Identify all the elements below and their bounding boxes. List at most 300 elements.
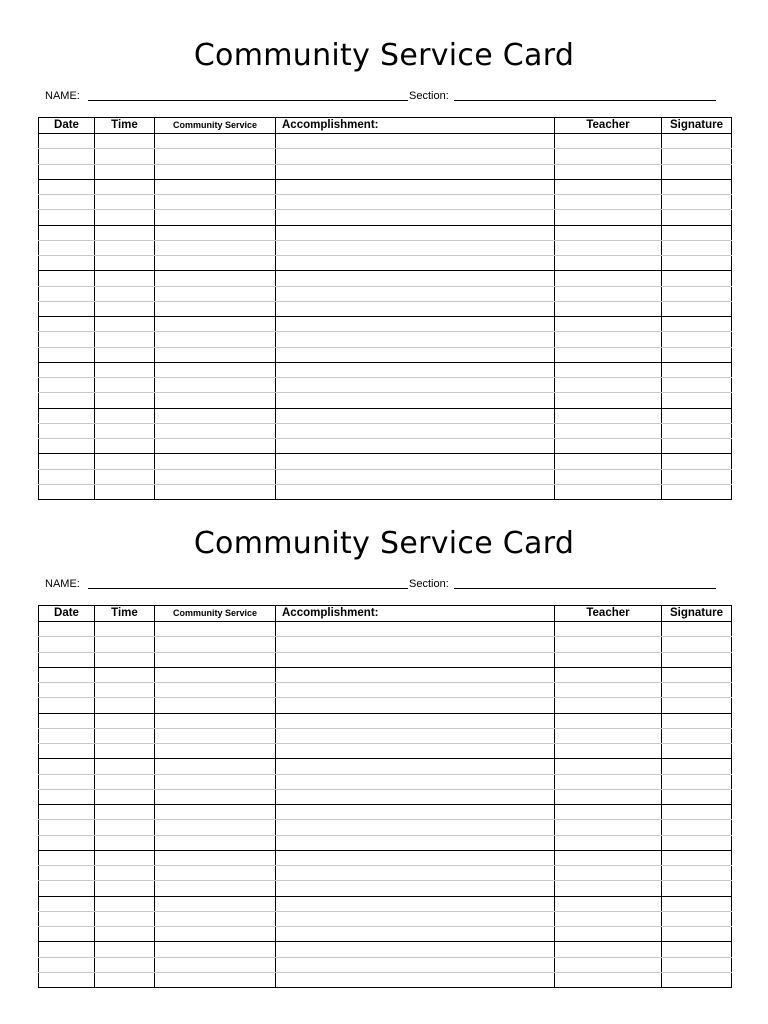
time-cell[interactable] — [95, 454, 155, 469]
community-service-cell[interactable] — [155, 484, 276, 499]
time-cell[interactable] — [95, 881, 155, 896]
accomplishment-cell[interactable] — [276, 393, 555, 408]
signature-cell[interactable] — [662, 789, 732, 804]
time-cell[interactable] — [95, 850, 155, 865]
teacher-cell[interactable] — [555, 713, 662, 728]
table-row — [39, 362, 732, 377]
signature-cell[interactable] — [662, 866, 732, 881]
date-cell[interactable] — [39, 667, 95, 682]
time-cell[interactable] — [95, 652, 155, 667]
date-cell[interactable] — [39, 164, 95, 179]
teacher-cell[interactable] — [555, 698, 662, 713]
community-service-cell[interactable] — [155, 332, 276, 347]
time-cell[interactable] — [95, 698, 155, 713]
teacher-cell[interactable] — [555, 622, 662, 637]
community-service-cell[interactable] — [155, 637, 276, 652]
teacher-cell[interactable] — [555, 210, 662, 225]
time-cell[interactable] — [95, 820, 155, 835]
teacher-cell[interactable] — [555, 423, 662, 438]
accomplishment-cell[interactable] — [276, 652, 555, 667]
community-service-cell[interactable] — [155, 362, 276, 377]
teacher-cell[interactable] — [555, 896, 662, 911]
teacher-cell[interactable] — [555, 866, 662, 881]
date-cell[interactable] — [39, 195, 95, 210]
teacher-cell[interactable] — [555, 484, 662, 499]
signature-cell[interactable] — [662, 622, 732, 637]
community-service-cell[interactable] — [155, 347, 276, 362]
date-cell[interactable] — [39, 698, 95, 713]
accomplishment-cell[interactable] — [276, 896, 555, 911]
date-cell[interactable] — [39, 423, 95, 438]
time-cell[interactable] — [95, 271, 155, 286]
accomplishment-cell[interactable] — [276, 484, 555, 499]
accomplishment-cell[interactable] — [276, 850, 555, 865]
signature-cell[interactable] — [662, 927, 732, 942]
signature-cell[interactable] — [662, 149, 732, 164]
time-cell[interactable] — [95, 911, 155, 926]
signature-cell[interactable] — [662, 439, 732, 454]
teacher-cell[interactable] — [555, 774, 662, 789]
accomplishment-cell[interactable] — [276, 759, 555, 774]
time-cell[interactable] — [95, 942, 155, 957]
community-service-cell[interactable] — [155, 698, 276, 713]
community-service-cell[interactable] — [155, 225, 276, 240]
date-cell[interactable] — [39, 835, 95, 850]
teacher-cell[interactable] — [555, 347, 662, 362]
accomplishment-cell[interactable] — [276, 622, 555, 637]
signature-cell[interactable] — [662, 378, 732, 393]
community-service-cell[interactable] — [155, 744, 276, 759]
time-cell[interactable] — [95, 744, 155, 759]
community-service-cell[interactable] — [155, 378, 276, 393]
community-service-cell[interactable] — [155, 408, 276, 423]
signature-cell[interactable] — [662, 972, 732, 987]
teacher-cell[interactable] — [555, 454, 662, 469]
time-cell[interactable] — [95, 164, 155, 179]
community-service-cell[interactable] — [155, 423, 276, 438]
column-header-date: Date — [39, 118, 95, 134]
teacher-cell[interactable] — [555, 378, 662, 393]
time-cell[interactable] — [95, 866, 155, 881]
accomplishment-cell[interactable] — [276, 210, 555, 225]
teacher-cell[interactable] — [555, 881, 662, 896]
accomplishment-cell[interactable] — [276, 225, 555, 240]
community-service-cell[interactable] — [155, 179, 276, 194]
table-row — [39, 972, 732, 987]
signature-cell[interactable] — [662, 408, 732, 423]
community-service-cell[interactable] — [155, 927, 276, 942]
signature-cell[interactable] — [662, 347, 732, 362]
signature-cell[interactable] — [662, 957, 732, 972]
date-cell[interactable] — [39, 225, 95, 240]
signature-cell[interactable] — [662, 820, 732, 835]
teacher-cell[interactable] — [555, 408, 662, 423]
teacher-cell[interactable] — [555, 362, 662, 377]
accomplishment-cell[interactable] — [276, 347, 555, 362]
accomplishment-cell[interactable] — [276, 256, 555, 271]
time-cell[interactable] — [95, 484, 155, 499]
date-cell[interactable] — [39, 713, 95, 728]
time-cell[interactable] — [95, 439, 155, 454]
signature-cell[interactable] — [662, 240, 732, 255]
signature-cell[interactable] — [662, 225, 732, 240]
signature-cell[interactable] — [662, 164, 732, 179]
time-cell[interactable] — [95, 286, 155, 301]
community-service-cell[interactable] — [155, 957, 276, 972]
signature-cell[interactable] — [662, 698, 732, 713]
teacher-cell[interactable] — [555, 134, 662, 149]
time-cell[interactable] — [95, 759, 155, 774]
time-cell[interactable] — [95, 728, 155, 743]
time-cell[interactable] — [95, 774, 155, 789]
teacher-cell[interactable] — [555, 469, 662, 484]
time-cell[interactable] — [95, 378, 155, 393]
time-cell[interactable] — [95, 637, 155, 652]
accomplishment-cell[interactable] — [276, 637, 555, 652]
accomplishment-cell[interactable] — [276, 866, 555, 881]
signature-cell[interactable] — [662, 850, 732, 865]
teacher-cell[interactable] — [555, 759, 662, 774]
signature-cell[interactable] — [662, 134, 732, 149]
community-service-cell[interactable] — [155, 134, 276, 149]
community-service-cell[interactable] — [155, 271, 276, 286]
teacher-cell[interactable] — [555, 179, 662, 194]
community-service-cell[interactable] — [155, 713, 276, 728]
community-service-cell[interactable] — [155, 301, 276, 316]
date-cell[interactable] — [39, 301, 95, 316]
signature-cell[interactable] — [662, 805, 732, 820]
time-cell[interactable] — [95, 423, 155, 438]
date-cell[interactable] — [39, 728, 95, 743]
signature-cell[interactable] — [662, 835, 732, 850]
accomplishment-cell[interactable] — [276, 439, 555, 454]
teacher-cell[interactable] — [555, 286, 662, 301]
section-blank-line[interactable] — [454, 100, 716, 101]
community-service-cell[interactable] — [155, 210, 276, 225]
date-cell[interactable] — [39, 393, 95, 408]
teacher-cell[interactable] — [555, 317, 662, 332]
accomplishment-cell[interactable] — [276, 332, 555, 347]
signature-cell[interactable] — [662, 393, 732, 408]
accomplishment-cell[interactable] — [276, 240, 555, 255]
accomplishment-cell[interactable] — [276, 423, 555, 438]
name-blank-line[interactable] — [88, 588, 408, 589]
accomplishment-cell[interactable] — [276, 683, 555, 698]
signature-cell[interactable] — [662, 423, 732, 438]
community-service-cell[interactable] — [155, 454, 276, 469]
time-cell[interactable] — [95, 789, 155, 804]
teacher-cell[interactable] — [555, 195, 662, 210]
community-service-cell[interactable] — [155, 972, 276, 987]
date-cell[interactable] — [39, 149, 95, 164]
accomplishment-cell[interactable] — [276, 378, 555, 393]
signature-cell[interactable] — [662, 332, 732, 347]
community-service-cell[interactable] — [155, 896, 276, 911]
community-service-cell[interactable] — [155, 759, 276, 774]
accomplishment-cell[interactable] — [276, 469, 555, 484]
accomplishment-cell[interactable] — [276, 927, 555, 942]
table-row — [39, 911, 732, 926]
date-cell[interactable] — [39, 881, 95, 896]
accomplishment-cell[interactable] — [276, 881, 555, 896]
name-blank-line[interactable] — [88, 100, 408, 101]
time-cell[interactable] — [95, 408, 155, 423]
date-cell[interactable] — [39, 927, 95, 942]
time-cell[interactable] — [95, 317, 155, 332]
signature-cell[interactable] — [662, 759, 732, 774]
community-service-cell[interactable] — [155, 911, 276, 926]
signature-cell[interactable] — [662, 713, 732, 728]
teacher-cell[interactable] — [555, 256, 662, 271]
community-service-cell[interactable] — [155, 622, 276, 637]
teacher-cell[interactable] — [555, 332, 662, 347]
date-cell[interactable] — [39, 210, 95, 225]
date-cell[interactable] — [39, 484, 95, 499]
teacher-cell[interactable] — [555, 850, 662, 865]
accomplishment-cell[interactable] — [276, 713, 555, 728]
accomplishment-cell[interactable] — [276, 972, 555, 987]
signature-cell[interactable] — [662, 774, 732, 789]
community-service-cell[interactable] — [155, 286, 276, 301]
teacher-cell[interactable] — [555, 683, 662, 698]
accomplishment-cell[interactable] — [276, 286, 555, 301]
date-cell[interactable] — [39, 759, 95, 774]
community-service-cell[interactable] — [155, 728, 276, 743]
community-service-cell[interactable] — [155, 881, 276, 896]
signature-cell[interactable] — [662, 256, 732, 271]
accomplishment-cell[interactable] — [276, 362, 555, 377]
accomplishment-cell[interactable] — [276, 195, 555, 210]
table-row — [39, 683, 732, 698]
signature-cell[interactable] — [662, 911, 732, 926]
date-cell[interactable] — [39, 866, 95, 881]
teacher-cell[interactable] — [555, 225, 662, 240]
time-cell[interactable] — [95, 622, 155, 637]
time-cell[interactable] — [95, 362, 155, 377]
date-cell[interactable] — [39, 942, 95, 957]
community-service-cell[interactable] — [155, 469, 276, 484]
date-cell[interactable] — [39, 805, 95, 820]
time-cell[interactable] — [95, 393, 155, 408]
date-cell[interactable] — [39, 240, 95, 255]
date-cell[interactable] — [39, 820, 95, 835]
time-cell[interactable] — [95, 972, 155, 987]
teacher-cell[interactable] — [555, 637, 662, 652]
teacher-cell[interactable] — [555, 149, 662, 164]
teacher-cell[interactable] — [555, 667, 662, 682]
table-row — [39, 332, 732, 347]
time-cell[interactable] — [95, 256, 155, 271]
date-cell[interactable] — [39, 774, 95, 789]
community-service-cell[interactable] — [155, 774, 276, 789]
accomplishment-cell[interactable] — [276, 744, 555, 759]
time-cell[interactable] — [95, 927, 155, 942]
date-cell[interactable] — [39, 317, 95, 332]
time-cell[interactable] — [95, 332, 155, 347]
accomplishment-cell[interactable] — [276, 805, 555, 820]
community-service-cell[interactable] — [155, 667, 276, 682]
signature-cell[interactable] — [662, 484, 732, 499]
accomplishment-cell[interactable] — [276, 271, 555, 286]
time-cell[interactable] — [95, 957, 155, 972]
community-service-cell[interactable] — [155, 683, 276, 698]
date-cell[interactable] — [39, 911, 95, 926]
date-cell[interactable] — [39, 957, 95, 972]
date-cell[interactable] — [39, 439, 95, 454]
date-cell[interactable] — [39, 362, 95, 377]
date-cell[interactable] — [39, 332, 95, 347]
time-cell[interactable] — [95, 210, 155, 225]
teacher-cell[interactable] — [555, 439, 662, 454]
accomplishment-cell[interactable] — [276, 164, 555, 179]
accomplishment-cell[interactable] — [276, 667, 555, 682]
signature-cell[interactable] — [662, 667, 732, 682]
accomplishment-cell[interactable] — [276, 317, 555, 332]
teacher-cell[interactable] — [555, 820, 662, 835]
teacher-cell[interactable] — [555, 957, 662, 972]
teacher-cell[interactable] — [555, 301, 662, 316]
time-cell[interactable] — [95, 195, 155, 210]
teacher-cell[interactable] — [555, 744, 662, 759]
teacher-cell[interactable] — [555, 393, 662, 408]
date-cell[interactable] — [39, 744, 95, 759]
teacher-cell[interactable] — [555, 728, 662, 743]
community-service-cell[interactable] — [155, 240, 276, 255]
teacher-cell[interactable] — [555, 942, 662, 957]
date-cell[interactable] — [39, 789, 95, 804]
community-service-cell[interactable] — [155, 317, 276, 332]
date-cell[interactable] — [39, 850, 95, 865]
signature-cell[interactable] — [662, 286, 732, 301]
date-cell[interactable] — [39, 637, 95, 652]
community-service-cell[interactable] — [155, 942, 276, 957]
accomplishment-cell[interactable] — [276, 911, 555, 926]
time-cell[interactable] — [95, 805, 155, 820]
time-cell[interactable] — [95, 469, 155, 484]
signature-cell[interactable] — [662, 896, 732, 911]
accomplishment-cell[interactable] — [276, 454, 555, 469]
accomplishment-cell[interactable] — [276, 698, 555, 713]
accomplishment-cell[interactable] — [276, 820, 555, 835]
signature-cell[interactable] — [662, 744, 732, 759]
accomplishment-cell[interactable] — [276, 774, 555, 789]
community-service-cell[interactable] — [155, 256, 276, 271]
community-service-cell[interactable] — [155, 652, 276, 667]
time-cell[interactable] — [95, 347, 155, 362]
teacher-cell[interactable] — [555, 835, 662, 850]
signature-cell[interactable] — [662, 881, 732, 896]
teacher-cell[interactable] — [555, 927, 662, 942]
signature-cell[interactable] — [662, 271, 732, 286]
time-cell[interactable] — [95, 179, 155, 194]
date-cell[interactable] — [39, 469, 95, 484]
teacher-cell[interactable] — [555, 805, 662, 820]
signature-cell[interactable] — [662, 454, 732, 469]
date-cell[interactable] — [39, 271, 95, 286]
community-service-cell[interactable] — [155, 850, 276, 865]
time-cell[interactable] — [95, 667, 155, 682]
date-cell[interactable] — [39, 683, 95, 698]
signature-cell[interactable] — [662, 317, 732, 332]
community-service-cell[interactable] — [155, 149, 276, 164]
community-service-cell[interactable] — [155, 789, 276, 804]
teacher-cell[interactable] — [555, 972, 662, 987]
date-cell[interactable] — [39, 896, 95, 911]
accomplishment-cell[interactable] — [276, 957, 555, 972]
date-cell[interactable] — [39, 454, 95, 469]
signature-cell[interactable] — [662, 179, 732, 194]
time-cell[interactable] — [95, 301, 155, 316]
accomplishment-cell[interactable] — [276, 301, 555, 316]
accomplishment-cell[interactable] — [276, 408, 555, 423]
teacher-cell[interactable] — [555, 652, 662, 667]
date-cell[interactable] — [39, 347, 95, 362]
community-service-cell[interactable] — [155, 866, 276, 881]
date-cell[interactable] — [39, 408, 95, 423]
teacher-cell[interactable] — [555, 164, 662, 179]
signature-cell[interactable] — [662, 652, 732, 667]
teacher-cell[interactable] — [555, 789, 662, 804]
accomplishment-cell[interactable] — [276, 789, 555, 804]
accomplishment-cell[interactable] — [276, 134, 555, 149]
signature-cell[interactable] — [662, 683, 732, 698]
accomplishment-cell[interactable] — [276, 728, 555, 743]
date-cell[interactable] — [39, 179, 95, 194]
community-service-cell[interactable] — [155, 439, 276, 454]
community-service-cell[interactable] — [155, 805, 276, 820]
date-cell[interactable] — [39, 378, 95, 393]
signature-cell[interactable] — [662, 942, 732, 957]
accomplishment-cell[interactable] — [276, 149, 555, 164]
time-cell[interactable] — [95, 149, 155, 164]
date-cell[interactable] — [39, 134, 95, 149]
time-cell[interactable] — [95, 134, 155, 149]
signature-cell[interactable] — [662, 301, 732, 316]
time-cell[interactable] — [95, 225, 155, 240]
teacher-cell[interactable] — [555, 240, 662, 255]
date-cell[interactable] — [39, 652, 95, 667]
signature-cell[interactable] — [662, 362, 732, 377]
signature-cell[interactable] — [662, 469, 732, 484]
accomplishment-cell[interactable] — [276, 179, 555, 194]
signature-cell[interactable] — [662, 195, 732, 210]
community-service-cell[interactable] — [155, 820, 276, 835]
community-service-cell[interactable] — [155, 393, 276, 408]
teacher-cell[interactable] — [555, 911, 662, 926]
community-service-cell[interactable] — [155, 164, 276, 179]
time-cell[interactable] — [95, 683, 155, 698]
section-blank-line[interactable] — [454, 588, 716, 589]
signature-cell[interactable] — [662, 637, 732, 652]
time-cell[interactable] — [95, 240, 155, 255]
teacher-cell[interactable] — [555, 271, 662, 286]
signature-cell[interactable] — [662, 210, 732, 225]
time-cell[interactable] — [95, 713, 155, 728]
date-cell[interactable] — [39, 256, 95, 271]
time-cell[interactable] — [95, 835, 155, 850]
column-header-accomplishment: Accomplishment: — [276, 118, 555, 134]
date-cell[interactable] — [39, 286, 95, 301]
date-cell[interactable] — [39, 622, 95, 637]
accomplishment-cell[interactable] — [276, 942, 555, 957]
accomplishment-cell[interactable] — [276, 835, 555, 850]
community-service-cell[interactable] — [155, 835, 276, 850]
signature-cell[interactable] — [662, 728, 732, 743]
time-cell[interactable] — [95, 896, 155, 911]
community-service-cell[interactable] — [155, 195, 276, 210]
table-row — [39, 698, 732, 713]
date-cell[interactable] — [39, 972, 95, 987]
